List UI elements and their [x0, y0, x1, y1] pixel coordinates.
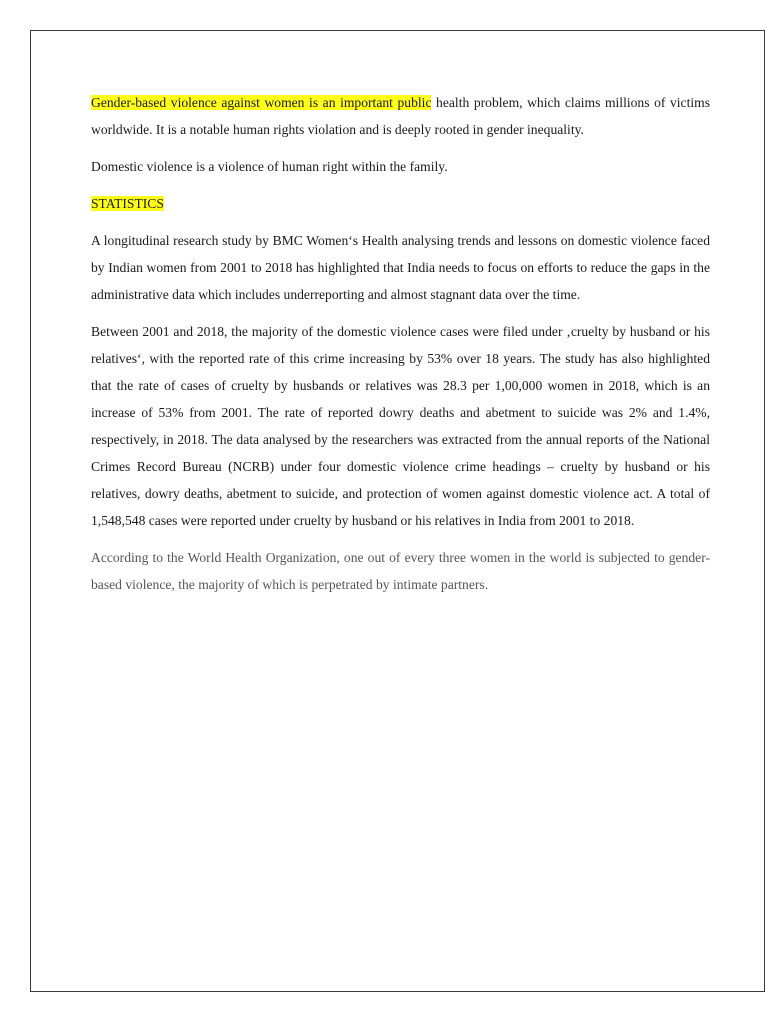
study-paragraph: A longitudinal research study by BMC Women‘s Health analysing trends and lessons on domestic violence faced by Indian women from 2001 to 2018 has highlighted that India needs to focus on efforts to reduce the gaps in the administrative data which includes underreporting and almost stagnant data over the time. [91, 233, 710, 302]
who-paragraph: According to the World Health Organization, one out of every three women in the world is subjected to gender-based violence, the majority of which is perpetrated by intimate partners. [91, 550, 710, 592]
document-page [30, 30, 765, 992]
findings-paragraph: Between 2001 and 2018, the majority of the domestic violence cases were filed under ‚cruelty by husband or his relatives‘, with the reported rate of this crime increasing by 53% over 18 years. The study has also highlighted that the rate of cases of cruelty by husbands or relatives was 28.3 per 1,00,000 women in 2018, which is an increase of 53% from 2001. The rate of reported dowry deaths and abetment to suicide was 2% and 1.4%, respectively, in 2018. The data analysed by the researchers was extracted from the annual reports of the National Crimes Record Bureau (NCRB) under four domestic violence crime headings – cruelty by husband or his relatives, dowry deaths, abetment to suicide, and protection of women against domestic violence act. A total of 1,548,548 cases were reported under cruelty by husband or his relatives in India from 2001 to 2018. [91, 324, 710, 528]
statistics-heading: STATISTICS [91, 196, 164, 211]
document-body [91, 89, 710, 608]
intro-rest-text: health problem, which claims millions of victims worldwide. It is a notable human rights violation and is deeply rooted in gender inequality. [91, 95, 710, 137]
domestic-definition-paragraph: Domestic violence is a violence of human right within the family. [91, 159, 448, 174]
highlighted-text: Gender-based violence against women is an important public [91, 95, 432, 110]
section-heading-paragraph [91, 190, 710, 217]
intro-paragraph [91, 89, 710, 143]
